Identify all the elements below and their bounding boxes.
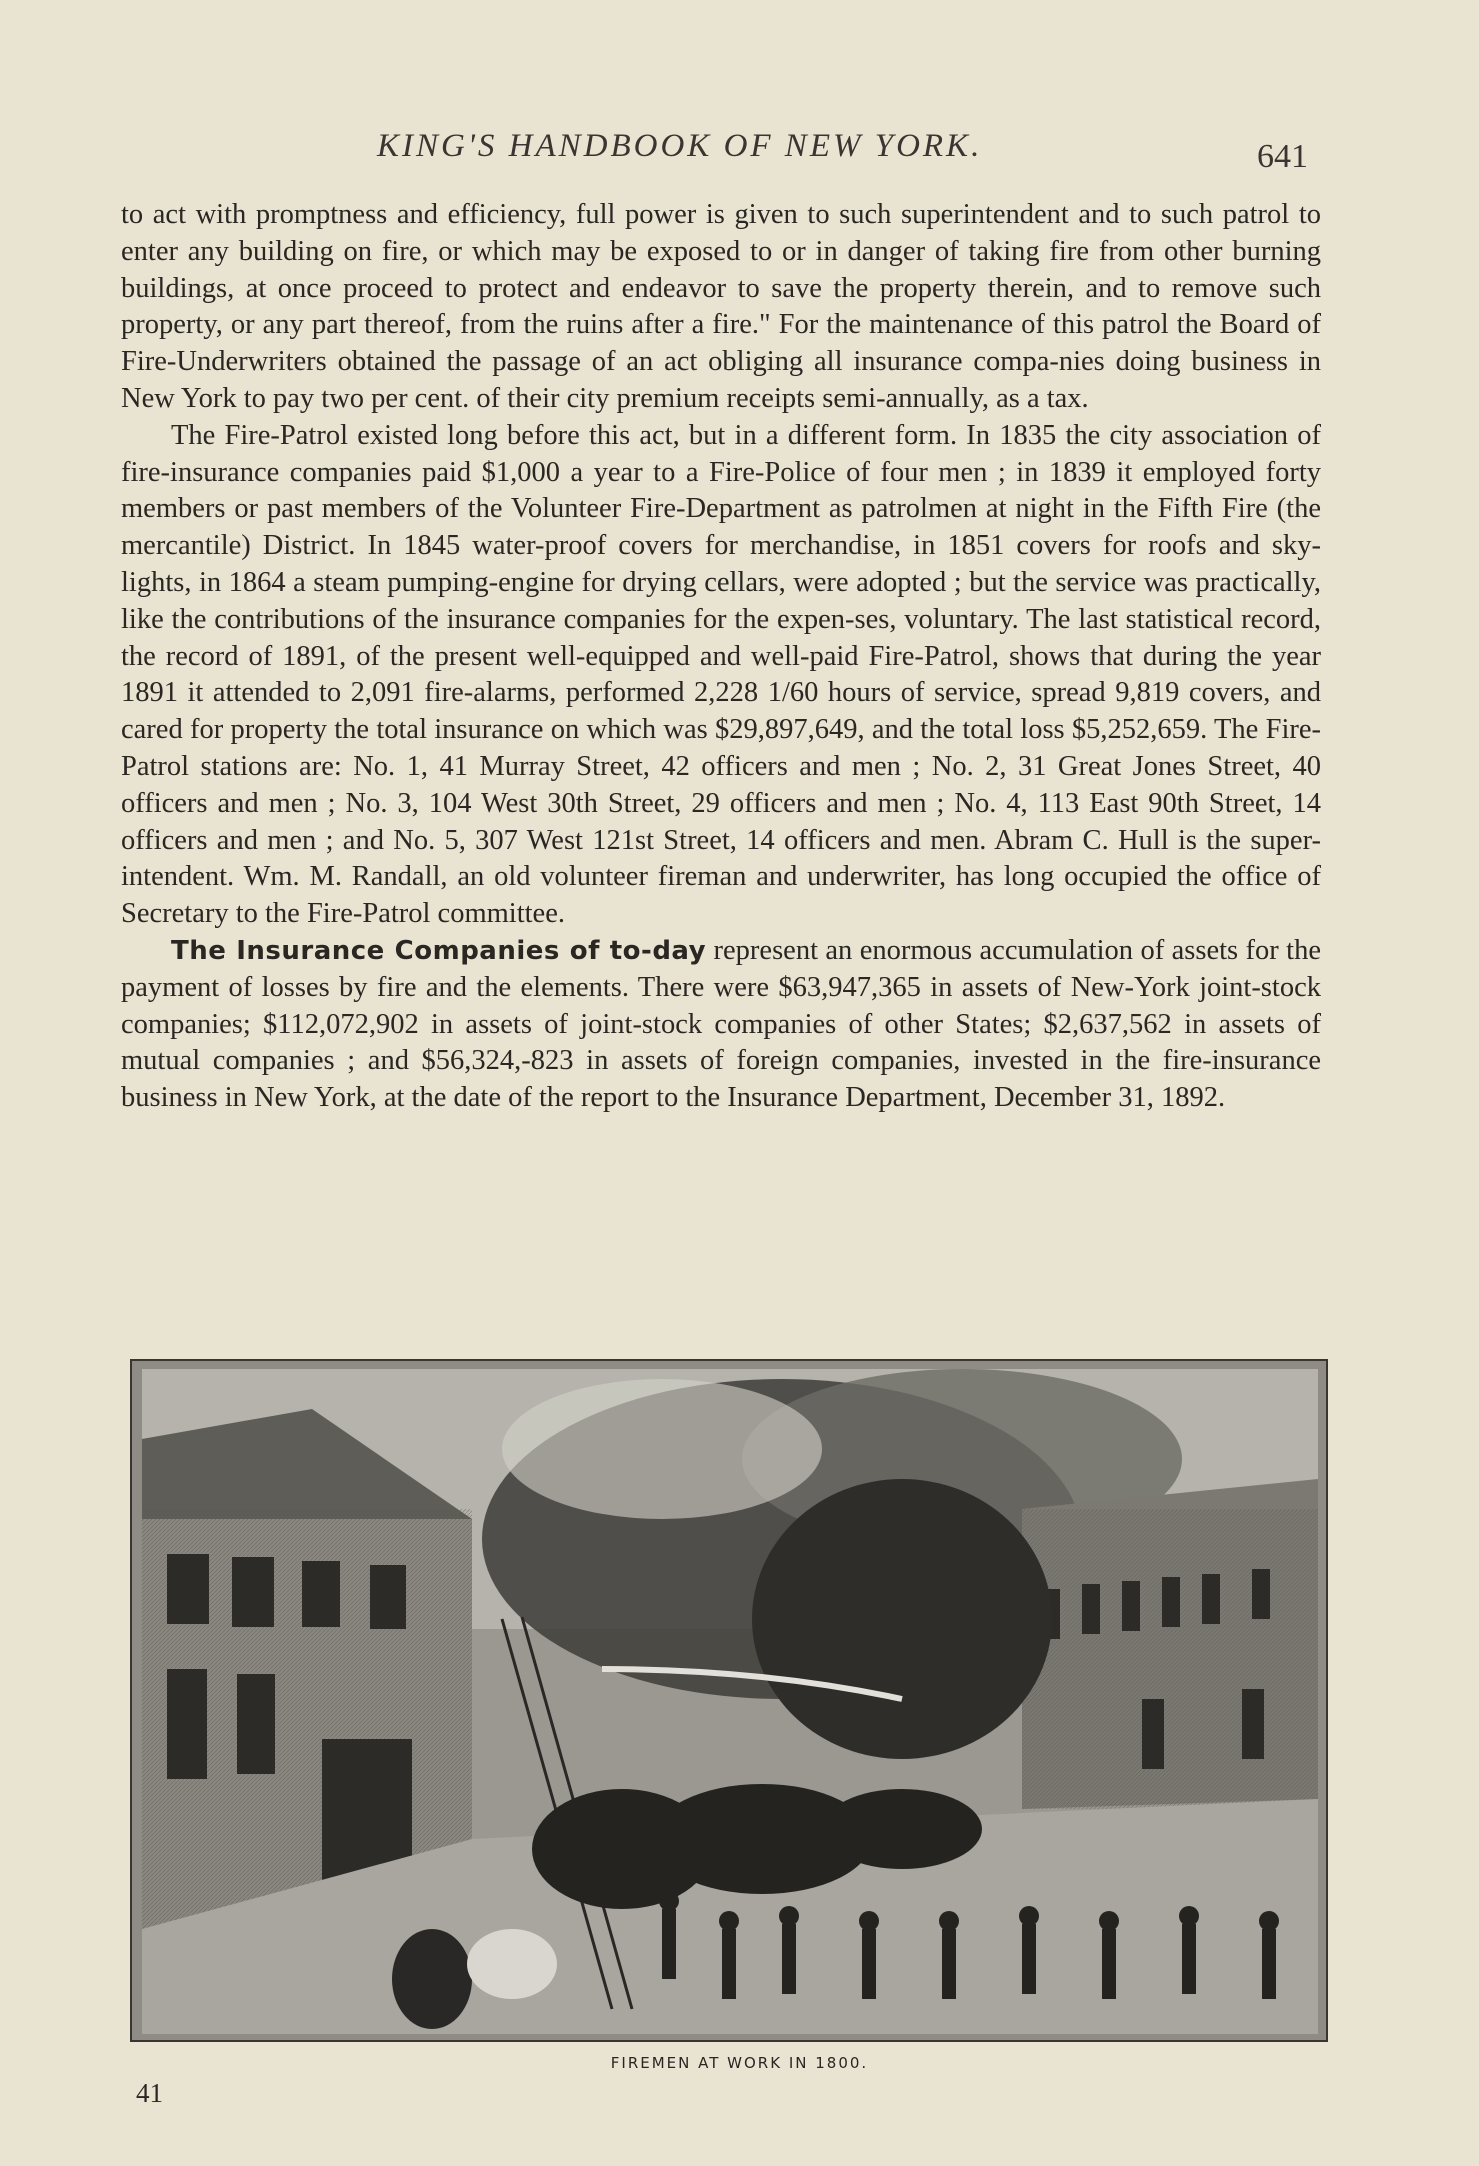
- paragraph-3-text: represent an enormous accumulation of assets for the payment of losses by fire and the elements. There were $63,947,365 in assets of New-York joint-stock companies; $112,072,902 in assets of joint-stock companies of other States; $2,637,562 in assets of mutual companies ; and $56,324,-823 in assets of foreign companies, invested in the fire-insurance business in New York, at the date of the report to the Insurance Department, December 31, 1892.: [121, 934, 1321, 1114]
- firemen-engraving-illustration: [142, 1369, 1318, 2034]
- section-heading: The Insurance Companies of to-day: [171, 935, 707, 966]
- page-number: 641: [1257, 138, 1308, 175]
- figure-caption: FIREMEN AT WORK IN 1800.: [610, 2054, 869, 2072]
- running-title: KING'S HANDBOOK OF NEW YORK.: [377, 128, 983, 164]
- paragraph-3: [121, 933, 1321, 1117]
- paragraph-1: to act with promptness and efficiency, full power is given to such superintendent and to such patrol to enter any building on fire, or which may be exposed to or in danger of taking fire from other burning buildings, at once proceed to protect and endeavor to save the property therein, and to remove such property, or any part thereof, from the ruins after a fire." For the maintenance of this patrol the Board of Fire-Underwriters obtained the passage of an act obliging all insurance compa-nies doing business in New York to pay two per cent. of their city premium receipts semi-annually, as a tax.: [121, 199, 1321, 414]
- running-head: [122, 128, 1322, 178]
- paragraph-2: The Fire-Patrol existed long before this act, but in a different form. In 1835 the city association of fire-insurance companies paid $1,000 a year to a Fire-Police of four men ; in 1839 it employed forty members or past members of the Volunteer Fire-Department as patrolmen at night in the Fifth Fire (the mercantile) District. In 1845 water-proof covers for merchandise, in 1851 covers for roofs and sky-lights, in 1864 a steam pumping-engine for drying cellars, were adopted ; but the service was practically, like the contributions of the insurance companies for the expen-ses, voluntary. The last statistical record, the record of 1891, of the present well-equipped and well-paid Fire-Patrol, shows that during the year 1891 it attended to 2,091 fire-alarms, performed 2,228 1/60 hours of service, spread 9,819 covers, and cared for property the total insurance on which was $29,897,649, and the total loss $5,252,659. The Fire-Patrol stations are: No. 1, 41 Murray Street, 42 officers and men ; No. 2, 31 Great Jones Street, 40 officers and men ; No. 3, 104 West 30th Street, 29 officers and men ; No. 4, 113 East 90th Street, 14 officers and men ; and No. 5, 307 West 121st Street, 14 officers and men. Abram C. Hull is the super-intendent. Wm. M. Randall, an old volunteer fireman and underwriter, has long occupied the office of Secretary to the Fire-Patrol committee.: [121, 419, 1321, 930]
- engraving-figure: [130, 1359, 1328, 2042]
- body-text: [121, 197, 1321, 1117]
- signature-mark: 41: [136, 2078, 163, 2108]
